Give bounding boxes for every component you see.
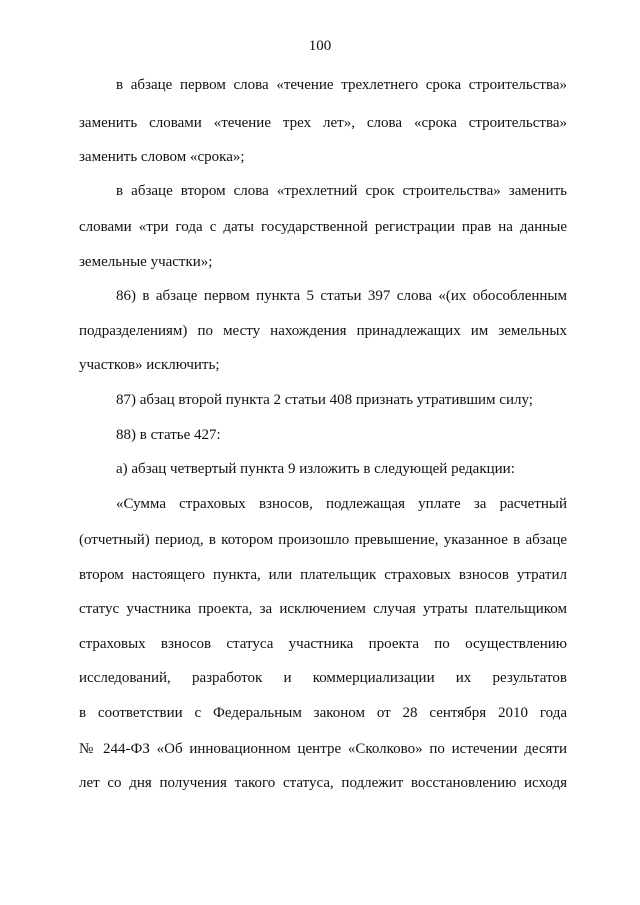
text-line: земельные участки»; [79,254,213,270]
text-line: статус участника проекта, за исключением случая утраты плательщиком [79,601,567,617]
text-line: 86) в абзаце первом пункта 5 статьи 397 слова «(их обособленным [116,288,567,304]
text-line: в абзаце втором слова «трехлетний срок строительства» заменить [116,183,567,199]
text-line: заменить словами «течение трех лет», слова «срока строительства» [79,115,567,131]
text-line: заменить словом «срока»; [79,149,245,165]
text-line: 88) в статье 427: [116,427,221,443]
text-line: втором настоящего пункта, или плательщик страховых взносов утратил [79,567,567,583]
text-line: в соответствии с Федеральным законом от 28 сентября 2010 года [79,705,567,721]
text-line: участков» исключить; [79,357,220,373]
text-line: словами «три года с даты государственной регистрации прав на данные [79,219,567,235]
text-line: исследований, разработок и коммерциализации их результатов [79,670,567,686]
text-line: лет со дня получения такого статуса, подлежит восстановлению исходя [79,775,567,791]
text-line: (отчетный) период, в котором произошло превышение, указанное в абзаце [79,532,567,548]
text-line: а) абзац четвертый пункта 9 изложить в следующей редакции: [116,461,515,477]
text-line: в абзаце первом слова «течение трехлетнего срока строительства» [116,77,567,93]
text-line: № 244-ФЗ «Об инновационном центре «Сколково» по истечении десяти [79,741,567,757]
page-number: 100 [308,38,332,54]
text-line: 87) абзац второй пункта 2 статьи 408 признать утратившим силу; [116,392,533,408]
text-line: страховых взносов статуса участника проекта по осуществлению [79,636,567,652]
text-line: подразделениям) по месту нахождения принадлежащих им земельных [79,323,567,339]
text-line: «Сумма страховых взносов, подлежащая уплате за расчетный [116,496,567,512]
